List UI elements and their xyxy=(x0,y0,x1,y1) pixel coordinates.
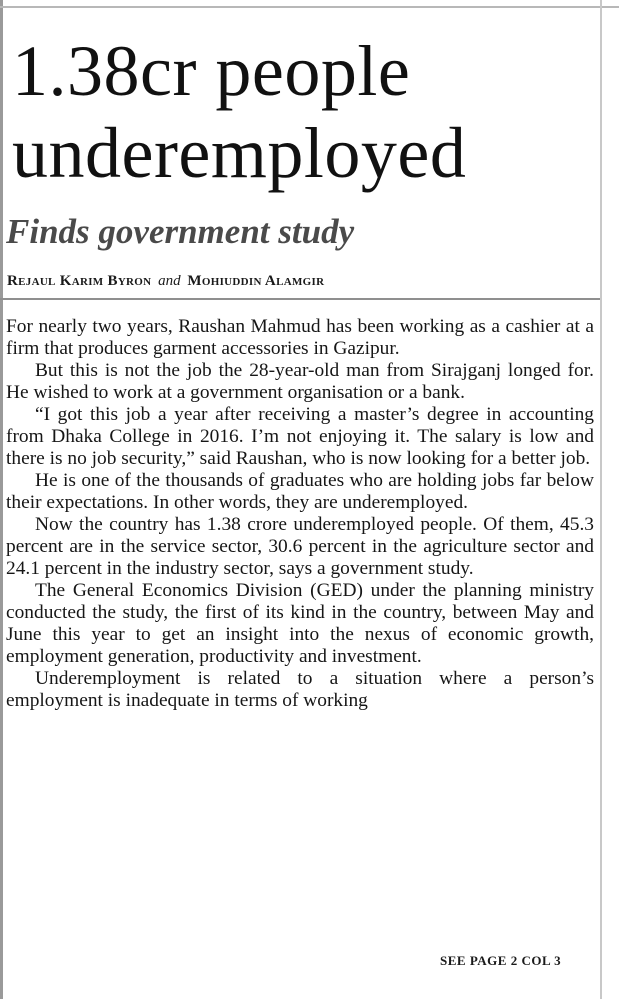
column-border-top xyxy=(0,6,619,8)
byline-author-2: Mohiuddin Alamgir xyxy=(187,273,325,289)
byline-divider xyxy=(0,298,600,300)
headline-line-2: underemployed xyxy=(12,113,467,193)
article-body xyxy=(6,316,594,712)
continuation-jump-line: SEE PAGE 2 COL 3 xyxy=(440,953,562,968)
article-paragraph: “I got this job a year after receiving a master’s degree in accounting from Dhaka College in 2016. I’m not enjoying it. The salary is low and there is no job security,” said Raushan, who is now looking for a better job. xyxy=(6,404,594,469)
headline xyxy=(12,30,602,194)
subheadline: Finds government study xyxy=(6,212,355,251)
headline-line-1: 1.38cr people xyxy=(12,31,411,111)
column-border-left xyxy=(0,0,3,999)
article-paragraph: Underemployment is related to a situation where a person’s employment is inadequate in terms of working xyxy=(6,668,594,711)
byline-author-1: Rejaul Karim Byron xyxy=(7,273,152,289)
byline-conjunction: and xyxy=(158,273,181,289)
article-paragraph: The General Economics Division (GED) under the planning ministry conducted the study, the first of its kind in the country, between May and June this year to get an insight into the nexus of economic growth, employment generation, productivity and investment. xyxy=(6,580,594,667)
article-paragraph: Now the country has 1.38 crore underemployed people. Of them, 45.3 percent are in the service sector, 30.6 percent in the agriculture sector and 24.1 percent in the industry sector, says a government study. xyxy=(6,514,594,579)
article-paragraph: For nearly two years, Raushan Mahmud has been working as a cashier at a firm that produces garment accessories in Gazipur. xyxy=(6,316,594,359)
article-paragraph: But this is not the job the 28-year-old man from Sirajganj longed for. He wished to work at a government organisation or a bank. xyxy=(6,360,594,403)
article-paragraph: He is one of the thousands of graduates who are holding jobs far below their expectations. In other words, they are underemployed. xyxy=(6,470,594,513)
byline xyxy=(7,272,324,290)
